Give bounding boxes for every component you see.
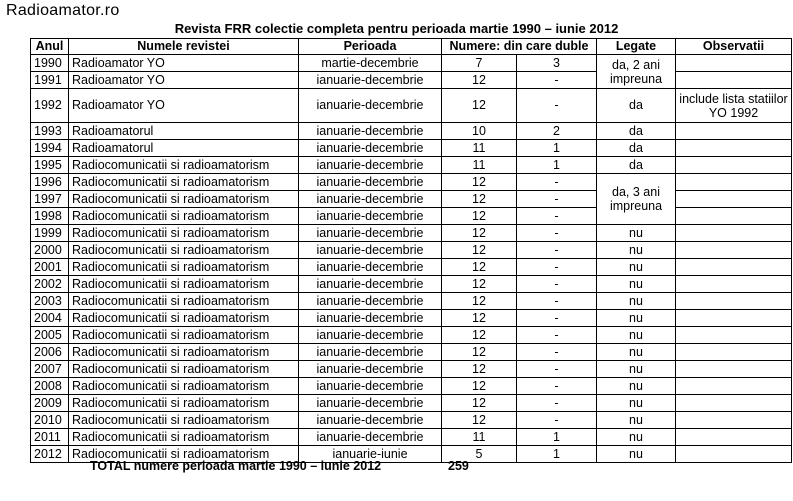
observatii-cell (676, 378, 792, 395)
table-row (31, 225, 792, 242)
observatii-cell (676, 412, 792, 429)
observatii-cell (676, 55, 792, 72)
table-row (31, 276, 792, 293)
name-cell: Radioamator YO (69, 72, 299, 89)
year-cell: 1991 (31, 72, 69, 89)
name-cell: Radioamator YO (69, 89, 299, 123)
period-cell: martie-decembrie (299, 55, 442, 72)
header-observatii: Observatii (676, 39, 792, 55)
name-cell: Radiocomunicatii si radioamatorism (69, 429, 299, 446)
period-cell: ianuarie-decembrie (299, 327, 442, 344)
legate-cell: da, 3 ani impreuna (597, 174, 676, 225)
name-cell: Radiocomunicatii si radioamatorism (69, 293, 299, 310)
double-cell: - (517, 327, 597, 344)
double-cell: - (517, 242, 597, 259)
legate-cell: da (597, 123, 676, 140)
observatii-cell (676, 208, 792, 225)
table-row (31, 293, 792, 310)
total-value: 259 (448, 459, 469, 473)
count-cell: 12 (442, 225, 517, 242)
observatii-cell (676, 344, 792, 361)
year-cell: 1993 (31, 123, 69, 140)
count-cell: 12 (442, 208, 517, 225)
period-cell: ianuarie-decembrie (299, 293, 442, 310)
legate-cell: nu (597, 259, 676, 276)
period-cell: ianuarie-decembrie (299, 344, 442, 361)
header-numbers: Numere: din care duble (442, 39, 597, 55)
name-cell: Radiocomunicatii si radioamatorism (69, 276, 299, 293)
table-row (31, 191, 792, 208)
name-cell: Radioamatorul (69, 140, 299, 157)
year-cell: 1999 (31, 225, 69, 242)
double-cell: - (517, 395, 597, 412)
name-cell: Radioamator YO (69, 55, 299, 72)
double-cell: 1 (517, 140, 597, 157)
double-cell: 2 (517, 123, 597, 140)
period-cell: ianuarie-decembrie (299, 140, 442, 157)
count-cell: 7 (442, 55, 517, 72)
observatii-cell (676, 276, 792, 293)
name-cell: Radiocomunicatii si radioamatorism (69, 157, 299, 174)
name-cell: Radiocomunicatii si radioamatorism (69, 191, 299, 208)
name-cell: Radiocomunicatii si radioamatorism (69, 395, 299, 412)
year-cell: 2002 (31, 276, 69, 293)
legate-cell: nu (597, 310, 676, 327)
observatii-cell (676, 140, 792, 157)
observatii-cell (676, 157, 792, 174)
table-row (31, 72, 792, 89)
double-cell: - (517, 259, 597, 276)
double-cell: - (517, 378, 597, 395)
year-cell: 1998 (31, 208, 69, 225)
count-cell: 12 (442, 361, 517, 378)
observatii-cell (676, 174, 792, 191)
period-cell: ianuarie-decembrie (299, 191, 442, 208)
year-cell: 1997 (31, 191, 69, 208)
name-cell: Radiocomunicatii si radioamatorism (69, 361, 299, 378)
magazine-table (30, 38, 792, 463)
year-cell: 2012 (31, 446, 69, 463)
double-cell: - (517, 310, 597, 327)
table-row (31, 429, 792, 446)
year-cell: 1992 (31, 89, 69, 123)
year-cell: 2007 (31, 361, 69, 378)
year-cell: 1996 (31, 174, 69, 191)
count-cell: 12 (442, 276, 517, 293)
name-cell: Radiocomunicatii si radioamatorism (69, 446, 299, 463)
double-cell: - (517, 361, 597, 378)
table-row (31, 55, 792, 72)
double-cell: - (517, 174, 597, 191)
name-cell: Radiocomunicatii si radioamatorism (69, 225, 299, 242)
name-cell: Radiocomunicatii si radioamatorism (69, 174, 299, 191)
period-cell: ianuarie-decembrie (299, 361, 442, 378)
year-cell: 2008 (31, 378, 69, 395)
name-cell: Radiocomunicatii si radioamatorism (69, 378, 299, 395)
header-name: Numele revistei (69, 39, 299, 55)
table-row (31, 123, 792, 140)
year-cell: 2000 (31, 242, 69, 259)
year-cell: 2009 (31, 395, 69, 412)
double-cell: - (517, 72, 597, 89)
count-cell: 12 (442, 327, 517, 344)
observatii-cell (676, 361, 792, 378)
count-cell: 12 (442, 344, 517, 361)
observatii-cell (676, 310, 792, 327)
observatii-cell (676, 242, 792, 259)
legate-cell: nu (597, 412, 676, 429)
double-cell: - (517, 208, 597, 225)
site-name: Radioamator.ro (6, 2, 120, 19)
double-cell: - (517, 344, 597, 361)
name-cell: Radiocomunicatii si radioamatorism (69, 327, 299, 344)
double-cell: - (517, 225, 597, 242)
legate-cell: nu (597, 446, 676, 463)
period-cell: ianuarie-decembrie (299, 208, 442, 225)
table-row (31, 395, 792, 412)
table-row (31, 327, 792, 344)
table-row (31, 361, 792, 378)
name-cell: Radiocomunicatii si radioamatorism (69, 208, 299, 225)
count-cell: 12 (442, 259, 517, 276)
name-cell: Radiocomunicatii si radioamatorism (69, 242, 299, 259)
header-year: Anul (31, 39, 69, 55)
count-cell: 12 (442, 378, 517, 395)
count-cell: 5 (442, 446, 517, 463)
double-cell: 3 (517, 55, 597, 72)
observatii-cell: include lista statiilor YO 1992 (676, 89, 792, 123)
year-cell: 2011 (31, 429, 69, 446)
double-cell: - (517, 276, 597, 293)
name-cell: Radiocomunicatii si radioamatorism (69, 412, 299, 429)
header-period: Perioada (299, 39, 442, 55)
name-cell: Radioamatorul (69, 123, 299, 140)
legate-cell: nu (597, 429, 676, 446)
year-cell: 2010 (31, 412, 69, 429)
name-cell: Radiocomunicatii si radioamatorism (69, 310, 299, 327)
observatii-cell (676, 72, 792, 89)
period-cell: ianuarie-decembrie (299, 412, 442, 429)
table-row (31, 89, 792, 123)
legate-cell: da (597, 140, 676, 157)
period-cell: ianuarie-decembrie (299, 157, 442, 174)
legate-cell: nu (597, 327, 676, 344)
count-cell: 10 (442, 123, 517, 140)
observatii-cell (676, 429, 792, 446)
year-cell: 2006 (31, 344, 69, 361)
page-title: Revista FRR colectie completa pentru perioada martie 1990 – iunie 2012 (174, 21, 619, 36)
legate-cell: nu (597, 276, 676, 293)
table-row (31, 344, 792, 361)
year-cell: 2005 (31, 327, 69, 344)
observatii-cell (676, 259, 792, 276)
count-cell: 12 (442, 191, 517, 208)
observatii-cell (676, 395, 792, 412)
period-cell: ianuarie-decembrie (299, 395, 442, 412)
year-cell: 1994 (31, 140, 69, 157)
count-cell: 11 (442, 157, 517, 174)
period-cell: ianuarie-decembrie (299, 123, 442, 140)
legate-cell: da (597, 89, 676, 123)
name-cell: Radiocomunicatii si radioamatorism (69, 259, 299, 276)
period-cell: ianuarie-decembrie (299, 310, 442, 327)
period-cell: ianuarie-decembrie (299, 378, 442, 395)
legate-cell: nu (597, 395, 676, 412)
count-cell: 12 (442, 242, 517, 259)
legate-cell: nu (597, 344, 676, 361)
count-cell: 12 (442, 412, 517, 429)
year-cell: 2001 (31, 259, 69, 276)
double-cell: - (517, 191, 597, 208)
year-cell: 1995 (31, 157, 69, 174)
year-cell: 2003 (31, 293, 69, 310)
double-cell: 1 (517, 446, 597, 463)
period-cell: ianuarie-decembrie (299, 225, 442, 242)
header-row (31, 39, 792, 55)
legate-cell: nu (597, 378, 676, 395)
count-cell: 12 (442, 72, 517, 89)
observatii-cell (676, 225, 792, 242)
table-row (31, 412, 792, 429)
double-cell: 1 (517, 429, 597, 446)
double-cell: - (517, 293, 597, 310)
observatii-cell (676, 191, 792, 208)
legate-cell: da (597, 157, 676, 174)
observatii-cell (676, 293, 792, 310)
legate-cell: nu (597, 361, 676, 378)
observatii-cell (676, 123, 792, 140)
table-row (31, 174, 792, 191)
year-cell: 2004 (31, 310, 69, 327)
count-cell: 12 (442, 293, 517, 310)
double-cell: - (517, 412, 597, 429)
period-cell: ianuarie-decembrie (299, 276, 442, 293)
count-cell: 12 (442, 310, 517, 327)
period-cell: ianuarie-decembrie (299, 89, 442, 123)
period-cell: ianuarie-iunie (299, 446, 442, 463)
count-cell: 12 (442, 89, 517, 123)
table-row (31, 259, 792, 276)
legate-cell: nu (597, 242, 676, 259)
table-row (31, 242, 792, 259)
double-cell: - (517, 89, 597, 123)
count-cell: 12 (442, 174, 517, 191)
observatii-cell (676, 446, 792, 463)
legate-cell: nu (597, 293, 676, 310)
double-cell: 1 (517, 157, 597, 174)
total-label: TOTAL numere perioada martie 1990 – iunie 2012 (90, 459, 382, 473)
legate-cell: nu (597, 225, 676, 242)
name-cell: Radiocomunicatii si radioamatorism (69, 344, 299, 361)
count-cell: 11 (442, 140, 517, 157)
count-cell: 11 (442, 429, 517, 446)
period-cell: ianuarie-decembrie (299, 242, 442, 259)
legate-cell: da, 2 ani impreuna (597, 55, 676, 89)
table-row (31, 378, 792, 395)
period-cell: ianuarie-decembrie (299, 72, 442, 89)
period-cell: ianuarie-decembrie (299, 174, 442, 191)
observatii-cell (676, 327, 792, 344)
header-legate: Legate (597, 39, 676, 55)
table-row (31, 157, 792, 174)
year-cell: 1990 (31, 55, 69, 72)
table-row (31, 208, 792, 225)
count-cell: 12 (442, 395, 517, 412)
table-row (31, 140, 792, 157)
table-row (31, 310, 792, 327)
period-cell: ianuarie-decembrie (299, 259, 442, 276)
period-cell: ianuarie-decembrie (299, 429, 442, 446)
